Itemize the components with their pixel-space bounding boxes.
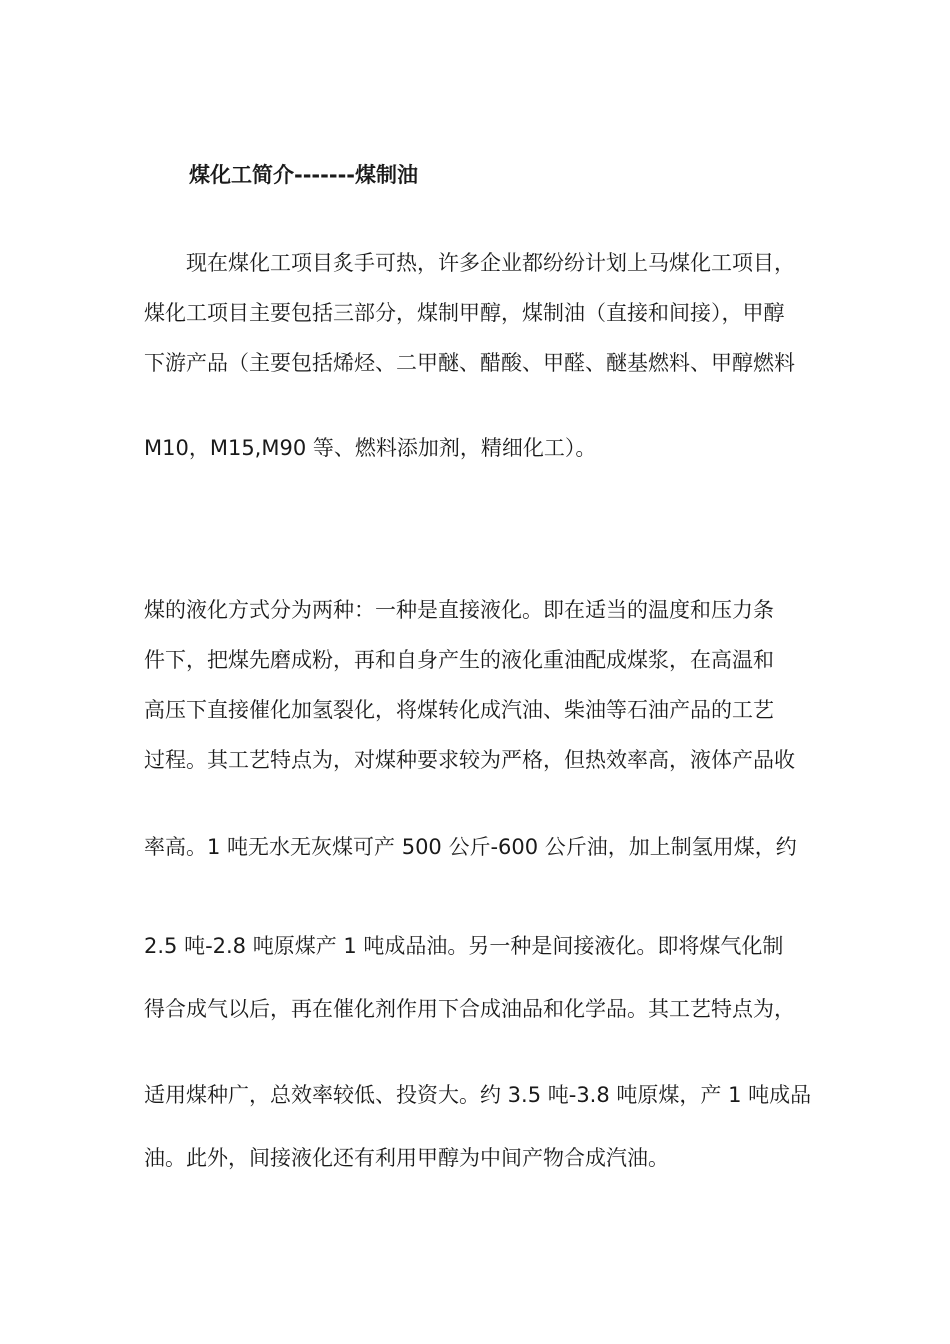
text-line: 件下，把煤先磨成粉，再和自身产生的液化重油配成煤浆，在高温和: [144, 648, 774, 672]
document-title: 煤化工简介-------煤制油: [189, 163, 419, 187]
text-line: 下游产品（主要包括烯烃、二甲醚、醋酸、甲醛、醚基燃料、甲醇燃料: [144, 351, 795, 375]
text-line: 得合成气以后，再在催化剂作用下合成油品和化学品。其工艺特点为，: [144, 997, 795, 1021]
text-line: 油。此外，间接液化还有利用甲醇为中间产物合成汽油。: [144, 1146, 669, 1170]
text-line: M10，M15,M90 等、燃料添加剂，精细化工）。: [144, 436, 597, 460]
text-line: 煤的液化方式分为两种：一种是直接液化。即在适当的温度和压力条: [144, 598, 774, 622]
text-line: 煤化工项目主要包括三部分，煤制甲醇，煤制油（直接和间接），甲醇: [144, 301, 785, 325]
text-line: 高压下直接催化加氢裂化，将煤转化成汽油、柴油等石油产品的工艺: [144, 698, 774, 722]
text-line: 率高。1 吨无水无灰煤可产 500 公斤-600 公斤油，加上制氢用煤，约: [144, 835, 797, 859]
text-line: 现在煤化工项目炙手可热，许多企业都纷纷计划上马煤化工项目，: [144, 251, 795, 275]
text-line: 过程。其工艺特点为，对煤种要求较为严格，但热效率高，液体产品收: [144, 748, 795, 772]
text-line: 适用煤种广，总效率较低、投资大。约 3.5 吨-3.8 吨原煤，产 1 吨成品: [144, 1083, 812, 1107]
text-line: 2.5 吨-2.8 吨原煤产 1 吨成品油。另一种是间接液化。即将煤气化制: [144, 934, 784, 958]
